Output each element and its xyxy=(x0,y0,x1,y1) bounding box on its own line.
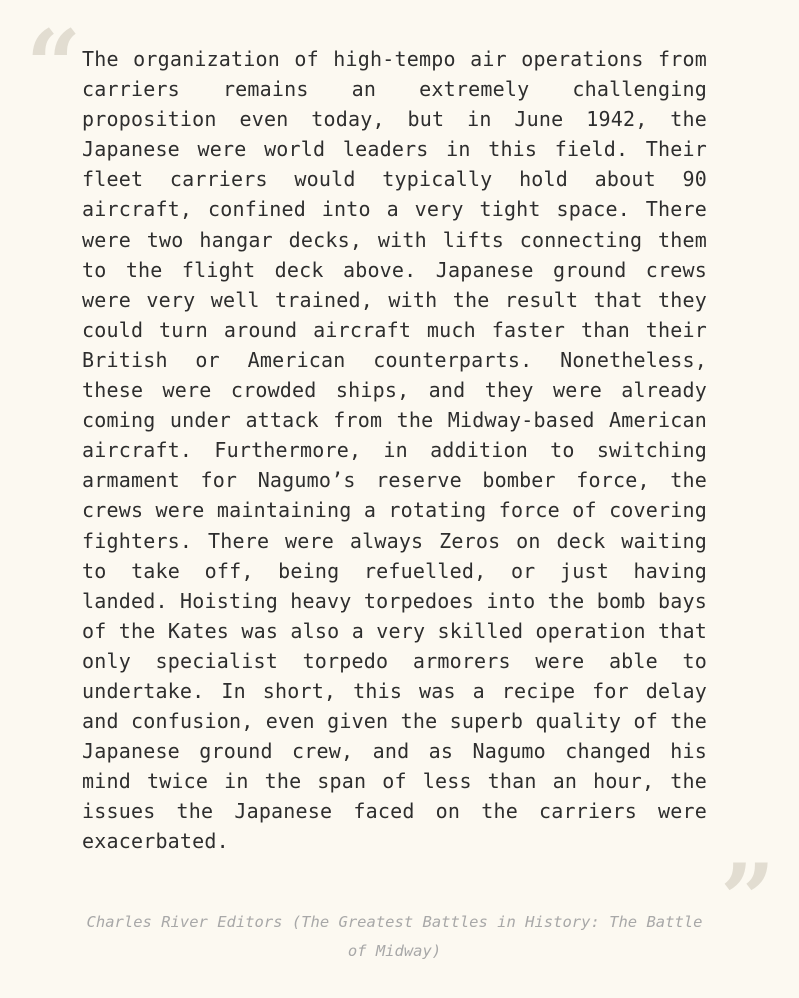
quote-text: The organization of high-tempo air operations from carriers remains an extremely challenging proposition even today, but in June 1942, the Japanese were world leaders in this field. Their fleet carriers would typically hold about 90 aircraft, confined into a very tight space. There were two hangar decks, with lifts connecting them to the flight deck above. Japanese ground crews were very well trained, with the result that they could turn around aircraft much faster than their British or American counterparts. Nonetheless, these were crowded ships, and they were already coming under attack from the Midway-based American aircraft. Furthermore, in addition to switching armament for Nagumo’s reserve bomber force, the crews were maintaining a rotating force of covering fighters. There were always Zeros on deck waiting to take off, being refuelled, or just having landed. Hoisting heavy torpedoes into the bomb bays of the Kates was also a very skilled operation that only specialist torpedo armorers were able to undertake. In short, this was a recipe for delay and confusion, even given the superb quality of the Japanese ground crew, and as Nagumo changed his mind twice in the span of less than an hour, the issues the Japanese faced on the carriers were exacerbated. xyxy=(82,47,707,854)
open-quote-icon: “ xyxy=(26,9,82,122)
close-quote-icon: ” xyxy=(720,843,776,956)
quote-attribution: Charles River Editors (The Greatest Battles in History: The Battle of Midway) xyxy=(86,913,703,960)
